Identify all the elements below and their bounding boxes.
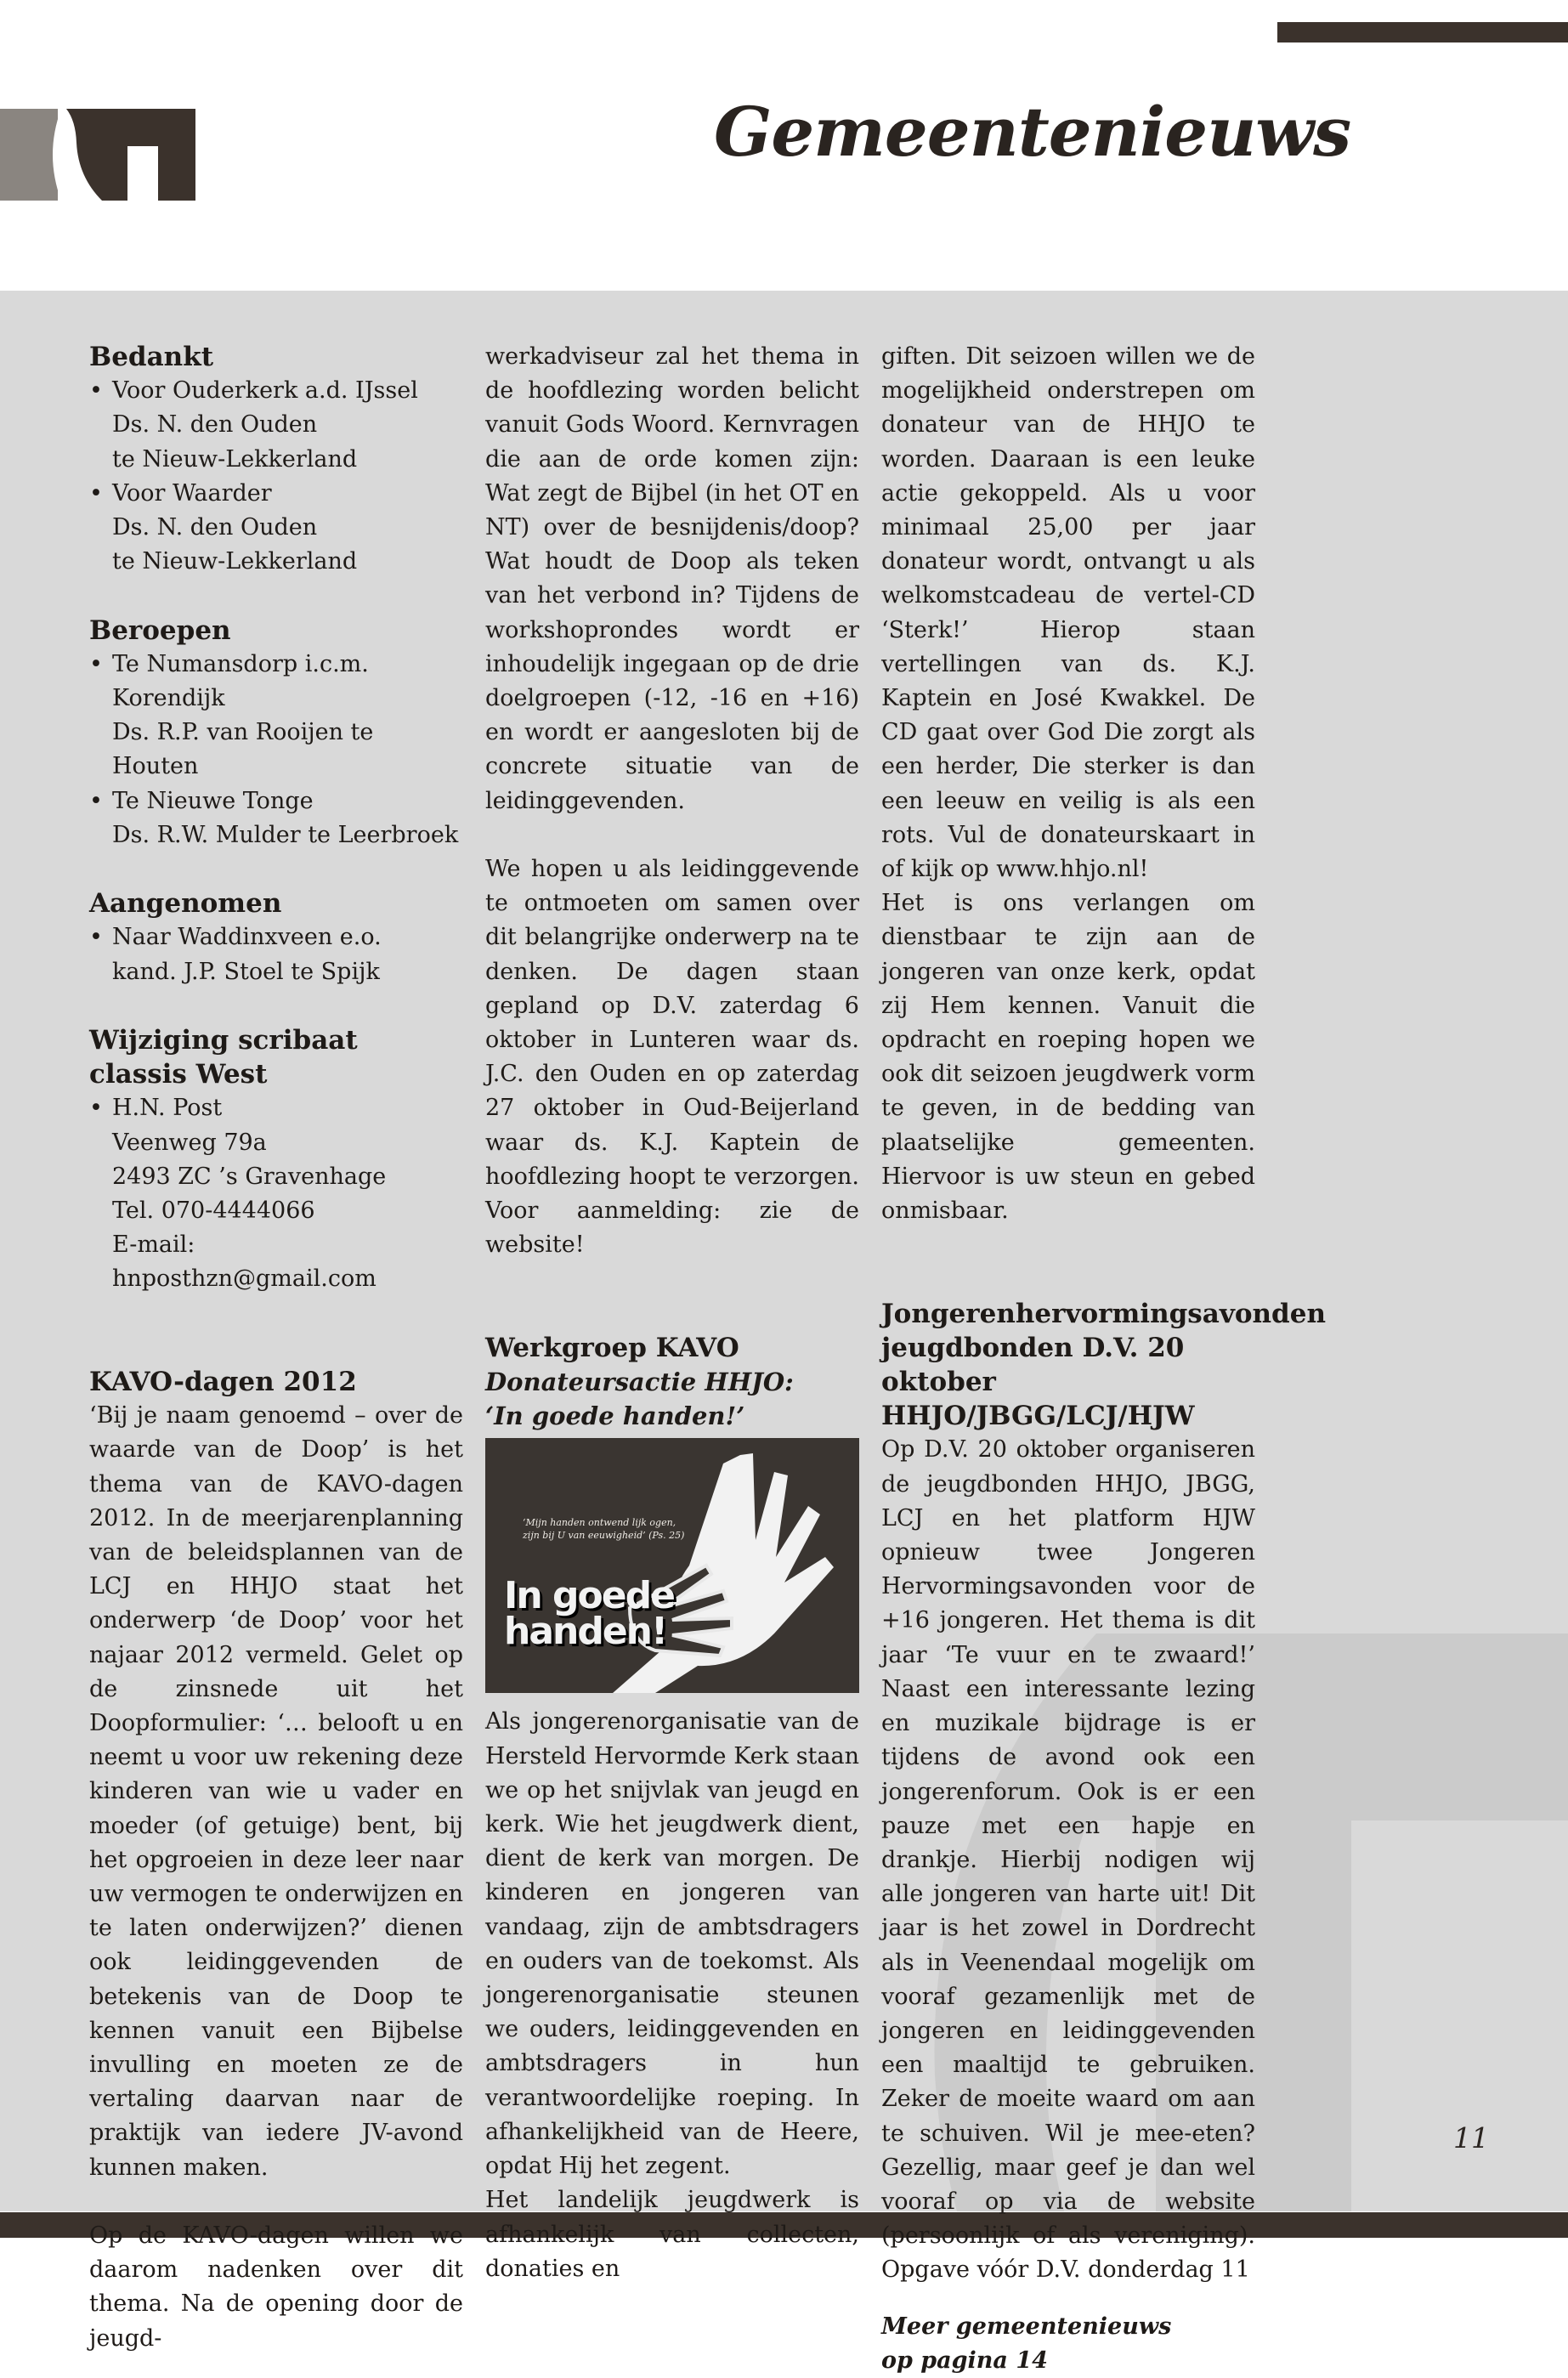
image-title: In goede handen!	[504, 1574, 674, 1654]
address-line: 2493 ZC ’s Gravenhage	[112, 1163, 387, 1190]
paragraph: Het landelijk jeugdwerk is afhankelijk van collecten, donaties en	[485, 2187, 859, 2282]
address-line: Veenweg 79a	[112, 1129, 267, 1156]
paragraph: giften. Dit seizoen willen we de mogelijkheid onderstrepen om donateur van de HHJO te worden. Daaraan is een leuke actie gekoppeld. Als u voor minimaal 25,00 per jaar donateur wordt, ontvangt u als welkomstcadeau de vertel-CD ‘Sterk!’ Hierop staan vertellingen van ds. K.J. Kaptein en José Kwakkel. De CD gaat over God Die zorgt als een herder, Die sterker is dan een leeuw en veilig is als een rots. Vul de donateurskaart in of kijk op www.hhjo.nl!	[881, 343, 1255, 883]
page-title: Gemeentenieuws	[714, 92, 1351, 172]
paragraph: Als jongerenorganisatie van de Hersteld Hervormde Kerk staan we op het snijvlak van jeugd en kerk. Wie het jeugdwerk dient, dient de kerk van morgen. De kinderen en jongeren van vandaag, zijn de ambtsdragers en ouders van de toekomst. Als jongerenorganisatie steunen we ouders, leidinggevenden en ambtsdragers in hun verantwoordelijke roeping. In afhankelijkheid van de Heere, opdat Hij het zegent.	[485, 1708, 859, 2180]
more-news-link[interactable]: Meer gemeentenieuws	[881, 2313, 1172, 2340]
paragraph: Op de KAVO-dagen willen we daarom nadenken over dit thema. Na de opening door de jeugd-	[89, 2222, 463, 2352]
list-item: • Voor Waarder	[89, 477, 463, 511]
list-item: • Naar Waddinxveen e.o.	[89, 920, 463, 954]
list-item-line: Ds. N. den Ouden	[112, 411, 318, 439]
column-2	[485, 340, 859, 2286]
section-subheading: Donateursactie HHJO:	[485, 1367, 794, 1397]
list-item-line: Ds. R.W. Mulder te Leerbroek	[112, 821, 459, 848]
section-heading-beroepen: Beroepen	[89, 614, 231, 646]
section-heading-werkgroep: Werkgroep KAVO	[485, 1332, 739, 1363]
list-item-line: te Nieuw-Lekkerland	[112, 445, 358, 473]
section-heading-scribaat-line2: classis West	[89, 1059, 268, 1090]
more-news-page[interactable]: op pagina 14	[881, 2347, 1048, 2374]
list-item-line: Ds. N. den Ouden	[112, 514, 318, 541]
column-3	[881, 340, 1326, 2378]
paragraph: We hopen u als leidinggevende te ontmoeten om samen over dit belangrijke onderwerp na te denken. De dagen staan gepland op D.V. zaterdag 6 oktober in Lunteren waar ds. J.C. den Ouden en op zaterdag 27 oktober in Oud-Beijerland waar ds. K.J. Kaptein de hoofdlezing hoopt te verzorgen. Voor aanmelding: zie de website!	[485, 856, 859, 1259]
list-item: • Te Numansdorp i.c.m. Korendijk	[89, 648, 463, 716]
list-item: • H.N. Post	[89, 1091, 463, 1125]
hands-icon	[485, 1438, 859, 1693]
section-heading-scribaat: Wijziging scribaat	[89, 1025, 358, 1056]
image-quote: ‘Mijn handen ontwend lijk ogen, zijn bij U van eeuwigheid’ (Ps. 25)	[523, 1517, 685, 1542]
paragraph: ‘Bij je naam genoemd – over de waarde van de Doop’ is het thema van de KAVO-dagen 2012. In de meerjarenplanning van de beleidsplannen van de LCJ en HHJO staat het onderwerp ‘de Doop’ voor het najaar 2012 vermeld. Gelet op de zinsnede uit het Doopformulier: ‘… belooft u en neemt u voor uw rekening deze kinderen van wie u vader en moeder (of getuige) bent, bij het opgroeien in deze leer naar uw vermogen te onderwijzen en te laten onderwijzen?’ dienen ook leidinggevenden de betekenis van de Doop te kennen vanuit een Bijbelse invulling en moeten ze de vertaling daarvan naar de praktijk van iedere JV-avond kunnen maken.	[89, 1402, 463, 2181]
paragraph: werkadviseur zal het thema in de hoofdlezing worden belicht vanuit Gods Woord. Kernvragen die aan de orde komen zijn: Wat zegt de Bijbel (in het OT en NT) over de besnijdenis/doop? Wat houdt de Doop als teken van het verbond in? Tijdens de workshoprondes wordt er inhoudelijk ingegaan op de drie doelgroepen (-12, -16 en +16) en wordt er aangesloten bij de concrete situatie van de leidinggevenden.	[485, 343, 859, 814]
section-subheading-line2: ‘In goede handen!’	[485, 1401, 745, 1431]
section-heading-kavo: KAVO-dagen 2012	[89, 1367, 357, 1398]
email-line: E-mail: hnposthzn@gmail.com	[112, 1231, 376, 1293]
list-item-line: Ds. R.P. van Rooijen te Houten	[112, 719, 374, 780]
paragraph: Het is ons verlangen om dienstbaar te zijn aan de jongeren van onze kerk, opdat zij Hem kennen. Vanuit die opdracht en roeping hopen we ook dit seizoen jeugdwerk vorm te geven, in de bedding van plaatselijke gemeenten. Hiervoor is uw steun en gebed onmisbaar.	[881, 890, 1255, 1225]
page-number: 11	[1453, 2121, 1489, 2154]
list-item: • Te Nieuwe Tonge	[89, 784, 463, 818]
column-1	[89, 340, 463, 2356]
section-heading-bedankt: Bedankt	[89, 342, 214, 372]
paragraph: Op D.V. 20 oktober organiseren de jeugdbonden HHJO, JBGG, LCJ en het platform HJW opnieuw twee Jongeren Hervormingsavonden voor de +16 jongeren. Het thema is dit jaar ‘Te vuur en te zwaard!’ Naast een interessante lezing en muzikale bijdrage is er tijdens de avond ook een jongerenforum. Ook is er een pauze met een hapje en drankje. Hierbij nodigen wij alle jongeren van harte uit! Dit jaar is het zowel in Dordrecht als in Veenendaal mogelijk om vooraf gezamenlijk met de jongeren en leidinggevenden een maaltijd te gebruiken. Zeker de moeite waard om aan te schuiven. Wil je mee-eten? Gezellig, maar geef je dan wel vooraf op via de website (persoonlijk of als vereniging). Opgave vóór D.V. donderdag 11	[881, 1436, 1255, 2284]
section-heading-jongerenavonden: Jongerenhervormingsavonden jeugdbonden D.V. 20 oktober HHJO/JBGG/LCJ/HJW	[881, 1298, 1326, 1432]
top-rule	[1277, 22, 1568, 42]
section-heading-aangenomen: Aangenomen	[89, 888, 282, 920]
magazine-logo-icon	[0, 109, 195, 201]
list-item-line: te Nieuw-Lekkerland	[112, 548, 358, 575]
phone-line: Tel. 070-4444066	[112, 1197, 315, 1225]
in-goede-handen-image	[485, 1438, 859, 1693]
list-item: • Voor Ouderkerk a.d. IJssel	[89, 374, 463, 408]
list-item-line: kand. J.P. Stoel te Spijk	[112, 958, 380, 985]
